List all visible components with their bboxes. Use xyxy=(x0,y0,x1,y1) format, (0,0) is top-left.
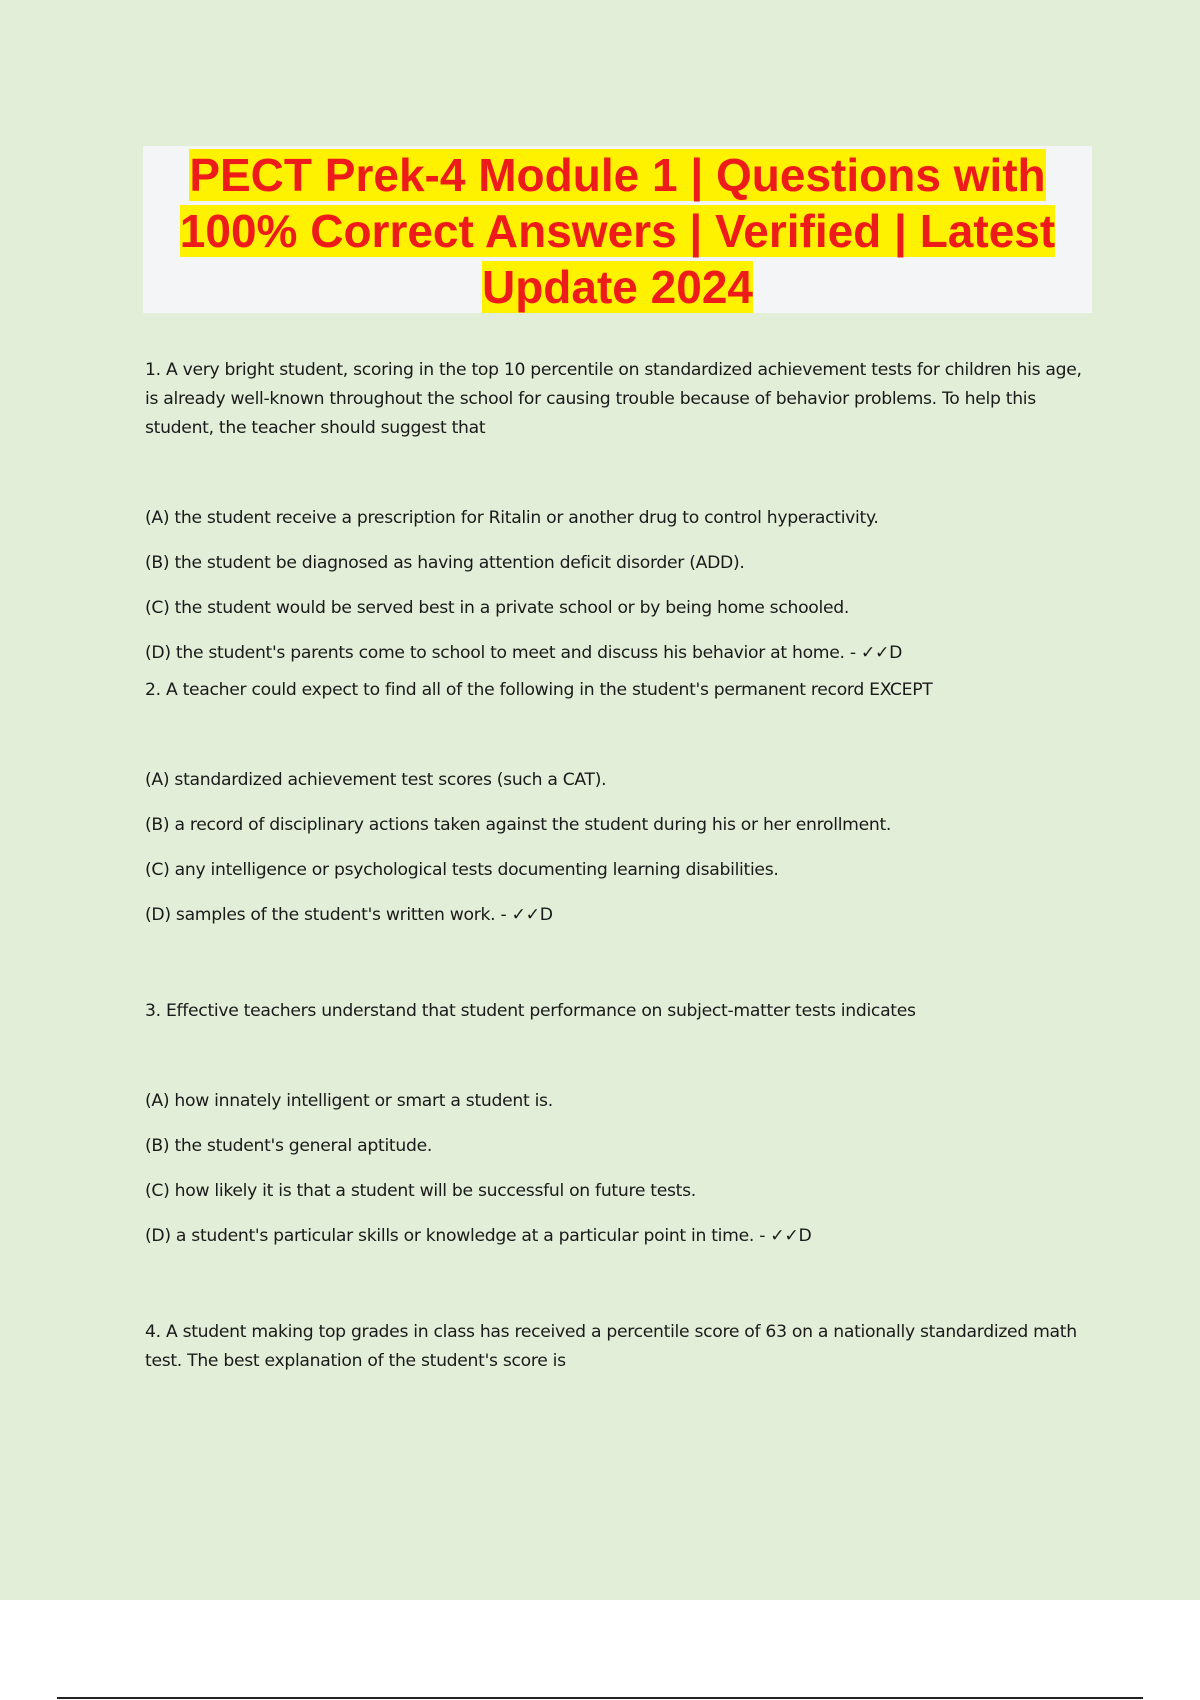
footer-divider xyxy=(57,1697,1143,1699)
question-text: 2. A teacher could expect to find all of the following in the student's permanent record EXCEPT xyxy=(145,680,933,700)
question-text: 3. Effective teachers understand that student performance on subject-matter tests indicates xyxy=(145,1001,916,1021)
question-block xyxy=(145,997,1095,1318)
title-line-2: 100% Correct Answers | Verified | Latest xyxy=(179,205,1056,257)
option-c: (C) the student would be served best in a private school or by being home schooled. xyxy=(145,598,850,618)
option-b: (B) a record of disciplinary actions taken against the student during his or her enrollment. xyxy=(145,815,892,835)
question-text: 1. A very bright student, scoring in the top 10 percentile on standardized achievement tests for children his age, is already well-known throughout the school for causing trouble because of behavior problems. To help this student, the teacher should suggest that xyxy=(145,360,1082,438)
questions-list xyxy=(145,356,1095,1376)
question-text: 4. A student making top grades in class has received a percentile score of 63 on a nationally standardized math test. The best explanation of the student's score is xyxy=(145,1322,1077,1371)
option-a: (A) standardized achievement test scores (such a CAT). xyxy=(145,770,607,790)
options-list xyxy=(145,504,1095,684)
question-block xyxy=(145,676,1095,997)
option-a: (A) the student receive a prescription for Ritalin or another drug to control hyperactivity. xyxy=(145,508,879,528)
option-c: (C) any intelligence or psychological tests documenting learning disabilities. xyxy=(145,860,779,880)
options-list xyxy=(145,1087,1095,1267)
question-block xyxy=(145,356,1095,676)
option-d: (D) a student's particular skills or knowledge at a particular point in time. - ✓✓D xyxy=(145,1226,812,1246)
options-list xyxy=(145,766,1095,946)
option-a: (A) how innately intelligent or smart a student is. xyxy=(145,1091,553,1111)
option-d: (D) samples of the student's written work. - ✓✓D xyxy=(145,905,553,925)
title-line-3: Update 2024 xyxy=(481,261,753,313)
option-b: (B) the student be diagnosed as having attention deficit disorder (ADD). xyxy=(145,553,745,573)
question-block xyxy=(145,1318,1095,1376)
option-c: (C) how likely it is that a student will be successful on future tests. xyxy=(145,1181,696,1201)
option-d: (D) the student's parents come to school to meet and discuss his behavior at home. - ✓✓D xyxy=(145,643,903,663)
title-line-1: PECT Prek-4 Module 1 | Questions with xyxy=(189,149,1046,201)
document-title xyxy=(143,146,1092,313)
option-b: (B) the student's general aptitude. xyxy=(145,1136,433,1156)
